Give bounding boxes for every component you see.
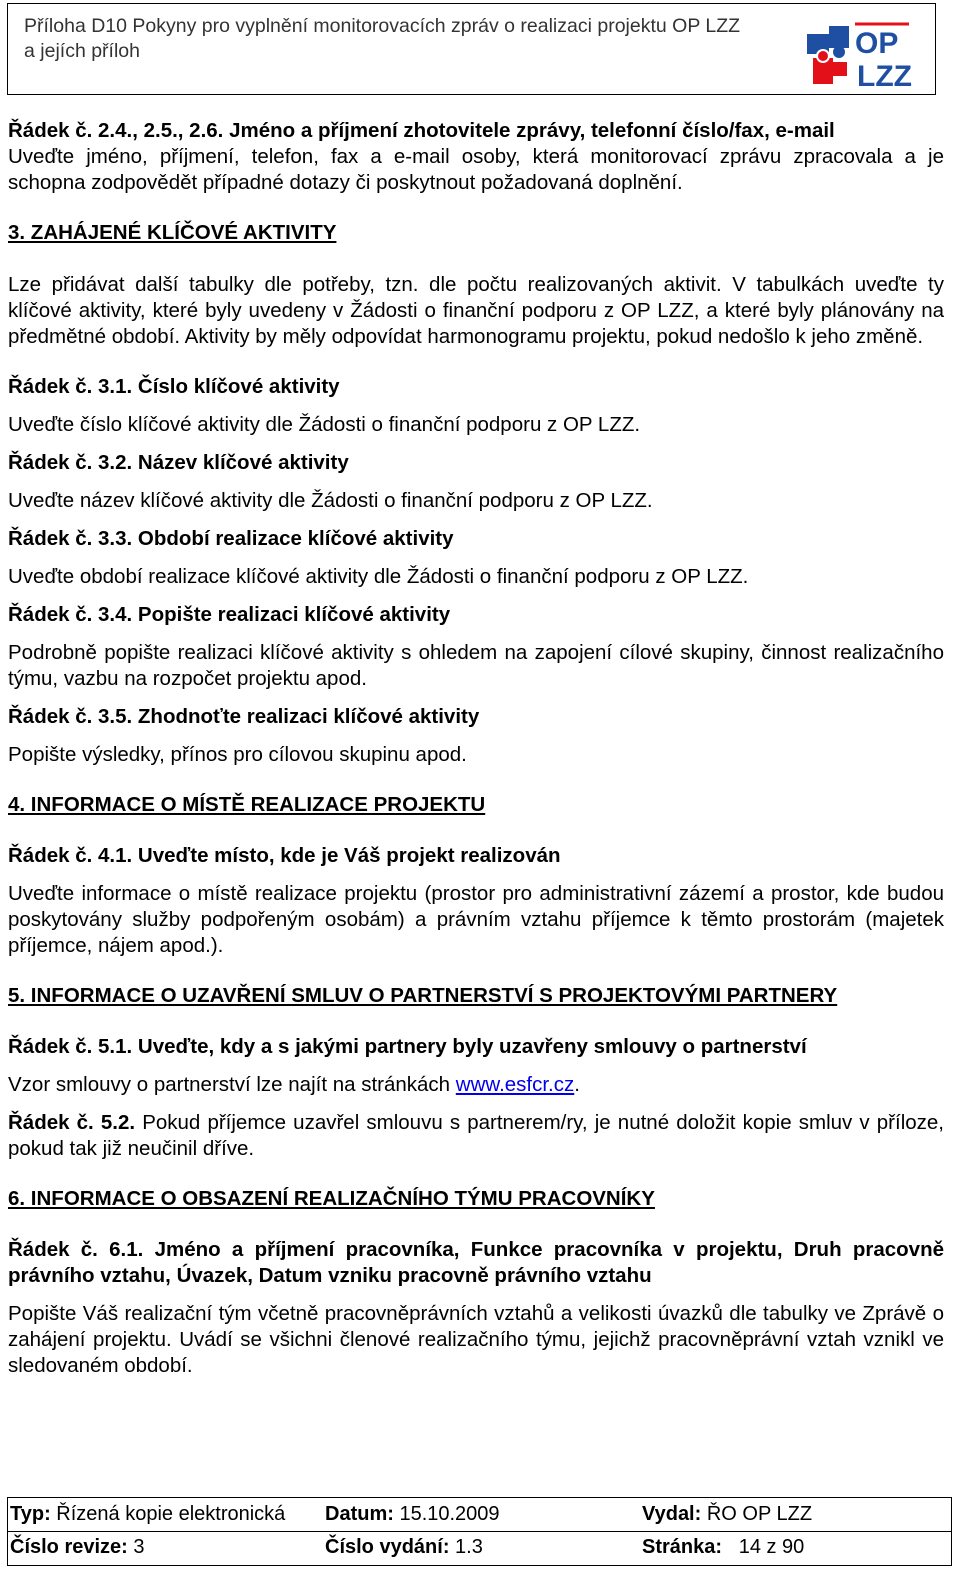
footer-vydani: Číslo vydání: 1.3: [325, 1536, 483, 1558]
footer-typ: Typ: Řízená kopie elektronická: [10, 1503, 286, 1525]
title-line-1: Příloha D10 Pokyny pro vyplnění monitorovacích zpráv o realizaci projektu OP LZZ: [24, 15, 741, 37]
footer-row-2: [8, 1533, 951, 1566]
row-5-1-heading: Řádek č. 5.1. Uveďte, kdy a s jakými partnery byly uzavřeny smlouvy o partnerství: [8, 1035, 807, 1058]
section-3-title: 3. ZAHÁJENÉ KLÍČOVÉ AKTIVITY: [8, 221, 337, 244]
svg-text:LZZ: LZZ: [857, 60, 912, 90]
row-3-4-text: Podrobně popište realizaci klíčové aktivity s ohledem na zapojení cílové skupiny, činnost realizačního týmu, vazbu na rozpočet projektu apod.: [8, 641, 944, 690]
section-5-title: 5. INFORMACE O UZAVŘENÍ SMLUV O PARTNERSTVÍ S PROJEKTOVÝMI PARTNERY: [8, 984, 838, 1007]
footer-stranka: Stránka: 14 z 90: [642, 1536, 805, 1558]
esfcr-link[interactable]: www.esfcr.cz: [455, 1073, 575, 1096]
row-4-1-heading: Řádek č. 4.1. Uveďte místo, kde je Váš projekt realizován: [8, 844, 561, 867]
svg-text:OP: OP: [855, 27, 899, 60]
row-5-2-text: Pokud příjemce uzavřel smlouvu s partnerem/ry, je nutné doložit kopie smluv v příloze, pokud tak již neučinil dříve.: [8, 1111, 944, 1160]
row-5-1-text-before: Vzor smlouvy o partnerství lze najít na stránkách: [8, 1073, 456, 1096]
document-header: [7, 3, 936, 95]
footer-vydal: Vydal: ŘO OP LZZ: [642, 1503, 813, 1525]
row-6-1-heading: Řádek č. 6.1. Jméno a příjmení pracovníka, Funkce pracovníka v projektu, Druh pracovně právního vztahu, Úvazek, Datum vzniku pracovně právního vztahu: [8, 1238, 944, 1287]
row-3-3-heading: Řádek č. 3.3. Období realizace klíčové aktivity: [8, 527, 454, 550]
document-footer: [7, 1497, 952, 1566]
row-4-1-text: Uveďte informace o místě realizace projektu (prostor pro administrativní zázemí a prostor, kde budou poskytovány služby podpořeným osobám) a právním vztahu příjemce k těmto prostorám (majetek příjemce, nájem apod.).: [8, 882, 944, 957]
document-body: [8, 118, 944, 1379]
footer-datum: Datum: 15.10.2009: [325, 1503, 500, 1525]
footer-divider: [8, 1531, 951, 1532]
row-5-1-text-after: .: [574, 1073, 580, 1096]
row-5-2-paragraph: [8, 1110, 944, 1162]
op-lzz-logo: [805, 20, 913, 90]
row-3-5-text: Popište výsledky, přínos pro cílovou skupinu apod.: [8, 743, 467, 766]
footer-revize: Číslo revize: 3: [10, 1536, 145, 1558]
row-3-1-text: Uveďte číslo klíčové aktivity dle Žádosti o finanční podporu z OP LZZ.: [8, 413, 641, 436]
section-6-title: 6. INFORMACE O OBSAZENÍ REALIZAČNÍHO TÝMU PRACOVNÍKY: [8, 1187, 655, 1210]
section-3-text: Lze přidávat další tabulky dle potřeby, tzn. dle počtu realizovaných aktivit. V tabulkách uveďte ty klíčové aktivity, které byly uvedeny v Žádosti o finanční podporu z OP LZZ, a které byly plánovány na předmětné období. Aktivity by měly odpovídat harmonogramu projektu, pokud nedošlo k jeho změně.: [8, 273, 944, 348]
section-4-title: 4. INFORMACE O MÍSTĚ REALIZACE PROJEKTU: [8, 793, 486, 816]
row-3-2-heading: Řádek č. 3.2. Název klíčové aktivity: [8, 451, 349, 474]
footer-row-1: [8, 1500, 951, 1533]
row-3-2-text: Uveďte název klíčové aktivity dle Žádosti o finanční podporu z OP LZZ.: [8, 489, 653, 512]
row-6-1-text: Popište Váš realizační tým včetně pracovněprávních vztahů a velikosti úvazků dle tabulky ve Zprávě o zahájení projektu. Uvádí se všichni členové realizačního týmu, jejichž pracovněprávní vztah vznikl ve sledovaném období.: [8, 1302, 944, 1377]
row-2-4-heading: Řádek č. 2.4., 2.5., 2.6. Jméno a příjmení zhotovitele zprávy, telefonní číslo/fax, e-mail: [8, 119, 835, 142]
row-3-3-text: Uveďte období realizace klíčové aktivity dle Žádosti o finanční podporu z OP LZZ.: [8, 565, 749, 588]
document-title: [24, 14, 814, 64]
row-3-1-heading: Řádek č. 3.1. Číslo klíčové aktivity: [8, 375, 340, 398]
title-line-2: a jejích příloh: [24, 40, 140, 62]
row-5-1-text: [8, 1072, 944, 1098]
row-3-4-heading: Řádek č. 3.4. Popište realizaci klíčové aktivity: [8, 603, 451, 626]
row-2-4-text: Uveďte jméno, příjmení, telefon, fax a e-mail osoby, která monitorovací zprávu zpracovala a je schopna zodpovědět případné dotazy či poskytnout požadovaná doplnění.: [8, 145, 944, 194]
row-3-5-heading: Řádek č. 3.5. Zhodnoťte realizaci klíčové aktivity: [8, 705, 480, 728]
row-5-2-heading: Řádek č. 5.2.: [8, 1111, 136, 1134]
